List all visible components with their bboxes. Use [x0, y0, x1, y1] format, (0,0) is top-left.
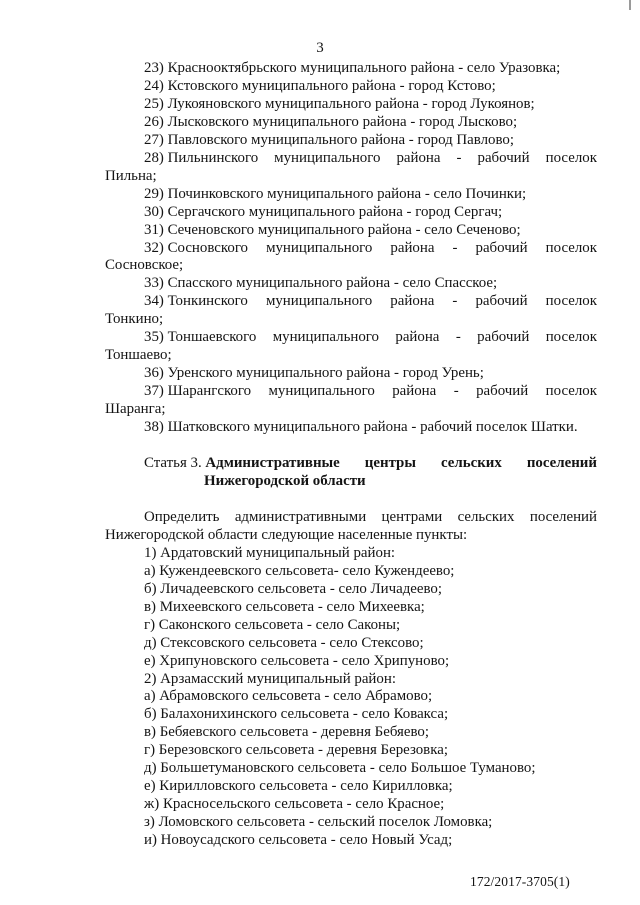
word: муниципального: [268, 383, 375, 400]
word: -: [452, 293, 458, 310]
word: района: [396, 149, 441, 166]
article-title-word: поселений: [526, 455, 597, 472]
word: поселок: [545, 239, 597, 256]
scan-edge-mark: [629, 0, 631, 10]
list-item: а) Абрамовского сельсовета - село Абрамово;: [144, 688, 433, 705]
document-body: [105, 60, 597, 850]
article-title-word: сельских: [440, 455, 502, 472]
word: -: [456, 149, 462, 166]
word: рабочий: [475, 293, 528, 310]
word: поселок: [545, 293, 597, 310]
list-item: а) Кужендеевского сельсовета- село Кужендеево;: [144, 562, 455, 579]
word: района: [390, 239, 435, 256]
list-item: д) Большетумановского сельсовета - село Большое Туманово;: [144, 760, 536, 777]
word: -: [452, 239, 458, 256]
page-number: 3: [316, 40, 324, 56]
word: рабочий: [477, 329, 530, 346]
word: района: [392, 383, 437, 400]
spacer: [105, 491, 597, 509]
word: 34) Тонкинского: [144, 293, 248, 310]
list-item: 2) Арзамасский муниципальный район:: [144, 670, 396, 687]
list-item: г) Саконского сельсовета - село Саконы;: [144, 616, 401, 633]
list-item: е) Кирилловского сельсовета - село Кирилловка;: [144, 778, 453, 795]
list-item: з) Ломовского сельсовета - сельский поселок Ломовка;: [144, 814, 493, 831]
word: района: [395, 329, 440, 346]
article-prefix: Статья 3.: [144, 455, 202, 472]
word: 28) Пильнинского: [144, 149, 259, 166]
list-item-continuation: Тоншаево;: [105, 347, 172, 364]
paragraph-line: Нижегородской области следующие населенные пункты:: [105, 526, 468, 543]
word: 35) Тоншаевского: [144, 329, 257, 346]
list-item: г) Березовского сельсовета - деревня Березовка;: [144, 742, 448, 759]
list-item: е) Хрипуновского сельсовета - село Хрипуново;: [144, 652, 450, 669]
list-item: 38) Шатковского муниципального района - рабочий поселок Шатки.: [144, 419, 578, 436]
spacer: [105, 437, 597, 455]
article-title-line2: Нижегородской области: [204, 472, 366, 489]
list-item: 36) Уренского муниципального района - город Урень;: [144, 365, 484, 382]
list-item-continuation: Сосновское;: [105, 257, 184, 274]
list-item: 31) Сеченовского муниципального района - село Сеченово;: [144, 221, 521, 238]
list-item: 29) Починковского муниципального района - село Починки;: [144, 185, 527, 202]
article-heading: [105, 455, 597, 491]
word: муниципального: [272, 329, 379, 346]
word: рабочий: [477, 149, 530, 166]
word: поселений: [529, 508, 597, 525]
list-item: ж) Красносельского сельсовета - село Красное;: [144, 796, 445, 813]
word: муниципального: [265, 293, 373, 310]
list-item: 27) Павловского муниципального района - город Павлово;: [144, 131, 514, 148]
word: поселок: [545, 149, 597, 166]
word: -: [453, 383, 459, 400]
word: поселок: [545, 329, 597, 346]
list-item: и) Новоусадского сельсовета - село Новый Усад;: [144, 832, 453, 849]
list-item: 1) Ардатовский муниципальный район:: [144, 544, 396, 561]
list-item-32: [105, 240, 597, 276]
list-item: 33) Спасского муниципального района - село Спасское;: [144, 275, 498, 292]
word: рабочий: [476, 383, 529, 400]
list-item: 25) Лукояновского муниципального района - город Лукоянов;: [144, 95, 535, 112]
list-item-28: [105, 150, 597, 186]
word: поселок: [545, 383, 597, 400]
document-code: 172/2017-3705(1): [470, 874, 570, 889]
list-item-35: [105, 329, 597, 365]
word: муниципального: [274, 149, 381, 166]
word: муниципального: [266, 239, 373, 256]
list-item: 26) Лысковского муниципального района - город Лысково;: [144, 113, 518, 130]
word: сельских: [457, 508, 515, 525]
list-item-37: [105, 383, 597, 419]
word: Определить: [144, 508, 220, 525]
word: района: [390, 293, 435, 310]
list-item: 24) Кстовского муниципального района - город Кстово;: [144, 77, 496, 94]
word: 37) Шарангского: [144, 383, 252, 400]
word: рабочий: [475, 239, 528, 256]
article-title-word: центры: [364, 455, 416, 472]
list-item-continuation: Пильна;: [105, 167, 157, 184]
intro-paragraph: [105, 509, 597, 545]
list-item: в) Михеевского сельсовета - село Михеевка;: [144, 598, 425, 615]
list-item: 23) Краснооктябрьского муниципального района - село Уразовка;: [144, 60, 561, 76]
list-item: б) Балахонихинского сельсовета - село Ковакса;: [144, 706, 449, 723]
word: центрами: [381, 508, 443, 525]
list-item: 30) Сергачского муниципального района - город Сергач;: [144, 203, 503, 220]
word: 32) Сосновского: [144, 239, 249, 256]
list-item-continuation: Тонкино;: [105, 311, 164, 328]
list-item: д) Стексовского сельсовета - село Стексово;: [144, 634, 424, 651]
list-item-continuation: Шаранга;: [105, 401, 166, 418]
article-title-word: Административные: [205, 455, 340, 472]
list-item: б) Личадеевского сельсовета - село Личадеево;: [144, 580, 443, 597]
word: -: [455, 329, 461, 346]
list-item-34: [105, 293, 597, 329]
word: административными: [234, 508, 367, 525]
list-item: в) Бебяевского сельсовета - деревня Бебяево;: [144, 724, 429, 741]
